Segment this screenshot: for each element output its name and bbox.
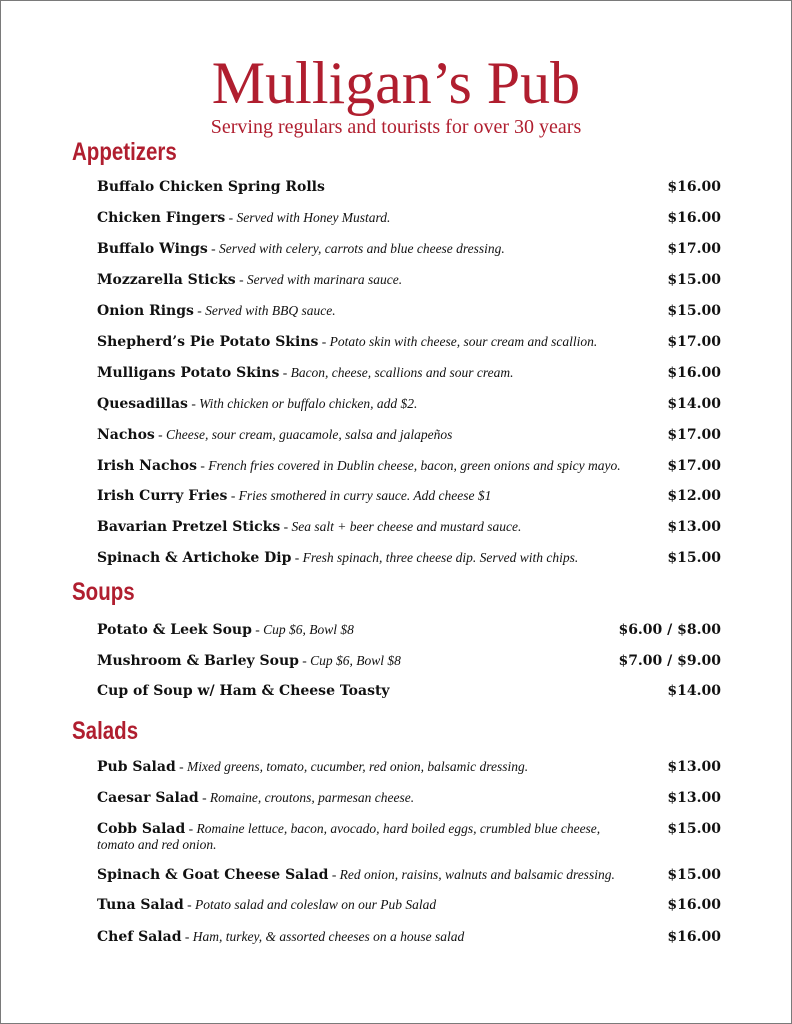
menu-item-text <box>97 683 637 699</box>
menu-item-text <box>97 790 637 806</box>
item-price: $17.00 <box>667 334 721 350</box>
item-description: - Served with celery, carrots and blue cheese dressing. <box>207 241 505 256</box>
menu-item <box>97 303 721 319</box>
item-name: Mulligans Potato Skins <box>97 365 280 381</box>
menu-item-text <box>97 427 637 443</box>
menu-item <box>97 210 721 226</box>
item-description: - Potato skin with cheese, sour cream and scallion. <box>318 334 598 349</box>
section-title-soups: Soups <box>72 578 135 606</box>
menu-item <box>97 821 721 853</box>
item-name: Buffalo Chicken Spring Rolls <box>97 179 325 195</box>
item-price: $6.00 / $8.00 <box>618 622 721 638</box>
item-description: - Served with Honey Mustard. <box>225 210 391 225</box>
item-price: $7.00 / $9.00 <box>618 653 721 669</box>
menu-item-text <box>97 550 637 566</box>
item-description: - Cheese, sour cream, guacamole, salsa and jalapeños <box>154 427 453 442</box>
menu-item <box>97 867 721 883</box>
item-name: Irish Nachos <box>97 458 197 474</box>
item-description: - Cup $6, Bowl $8 <box>251 622 354 637</box>
menu-item-text <box>97 241 637 257</box>
pub-tagline: Serving regulars and tourists for over 30 years <box>210 116 582 138</box>
menu-item <box>97 550 721 566</box>
menu-item <box>97 334 721 350</box>
menu-item-text <box>97 458 637 474</box>
menu-item <box>97 790 721 806</box>
menu-item-text <box>97 179 637 195</box>
menu-item <box>97 653 721 669</box>
item-name: Nachos <box>97 427 155 443</box>
item-price: $15.00 <box>667 303 721 319</box>
item-name: Mushroom & Barley Soup <box>97 653 299 669</box>
menu-item-text <box>97 759 637 775</box>
item-name: Mozzarella Sticks <box>97 272 236 288</box>
item-price: $16.00 <box>667 365 721 381</box>
item-price: $16.00 <box>667 897 721 913</box>
item-description: - Romaine, croutons, parmesan cheese. <box>198 790 415 805</box>
menu-item <box>97 365 721 381</box>
menu-item-text <box>97 272 637 288</box>
menu-item <box>97 759 721 775</box>
menu-item-text <box>97 821 637 853</box>
menu-item <box>97 519 721 535</box>
item-price: $15.00 <box>667 272 721 288</box>
menu-item-text <box>97 396 637 412</box>
item-price: $15.00 <box>667 550 721 566</box>
menu-item-text <box>97 303 637 319</box>
section-title-salads: Salads <box>72 717 139 745</box>
pub-title: Mulligan’s Pub <box>211 50 581 116</box>
item-name: Potato & Leek Soup <box>97 622 252 638</box>
menu-item-text <box>97 365 637 381</box>
item-price: $15.00 <box>667 867 721 883</box>
item-name: Shepherd’s Pie Potato Skins <box>97 334 319 350</box>
item-name: Pub Salad <box>97 759 176 775</box>
item-description: - Fries smothered in curry sauce. Add cheese $1 <box>227 488 492 503</box>
item-description: - Served with marinara sauce. <box>235 272 403 287</box>
menu-item <box>97 458 721 474</box>
item-price: $16.00 <box>667 179 721 195</box>
item-name: Chef Salad <box>97 929 182 945</box>
item-name: Cup of Soup w/ Ham & Cheese Toasty <box>97 683 390 699</box>
item-price: $16.00 <box>667 210 721 226</box>
menu-item <box>97 622 721 638</box>
menu-item-text <box>97 210 637 226</box>
menu-item-text <box>97 867 637 883</box>
item-description: - Bacon, cheese, scallions and sour cream. <box>279 365 514 380</box>
item-description: - French fries covered in Dublin cheese, bacon, green onions and spicy mayo. <box>196 458 621 473</box>
menu-item-text <box>97 519 637 535</box>
item-description: - Sea salt + beer cheese and mustard sauce. <box>280 519 522 534</box>
menu-item-text <box>97 897 637 913</box>
item-name: Irish Curry Fries <box>97 488 228 504</box>
item-description: - Fresh spinach, three cheese dip. Served with chips. <box>291 550 579 565</box>
item-name: Spinach & Artichoke Dip <box>97 550 292 566</box>
menu-item <box>97 179 721 195</box>
item-price: $12.00 <box>667 488 721 504</box>
item-name: Caesar Salad <box>97 790 199 806</box>
item-price: $13.00 <box>667 790 721 806</box>
menu-item <box>97 396 721 412</box>
item-price: $13.00 <box>667 759 721 775</box>
item-name: Tuna Salad <box>97 897 184 913</box>
item-price: $17.00 <box>667 427 721 443</box>
menu-item-text <box>97 622 637 638</box>
menu-item <box>97 427 721 443</box>
item-price: $17.00 <box>667 241 721 257</box>
item-price: $14.00 <box>667 396 721 412</box>
item-name: Buffalo Wings <box>97 241 208 257</box>
menu-item <box>97 241 721 257</box>
menu-item-text <box>97 929 637 945</box>
menu-item-text <box>97 653 637 669</box>
section-title-appetizers: Appetizers <box>72 138 177 166</box>
menu-item-text <box>97 488 637 504</box>
item-description: - Cup $6, Bowl $8 <box>298 653 401 668</box>
menu-item-text <box>97 334 637 350</box>
item-name: Spinach & Goat Cheese Salad <box>97 867 329 883</box>
item-price: $14.00 <box>667 683 721 699</box>
item-name: Bavarian Pretzel Sticks <box>97 519 281 535</box>
item-name: Onion Rings <box>97 303 194 319</box>
menu-item <box>97 683 721 699</box>
item-name: Chicken Fingers <box>97 210 226 226</box>
item-description: - Romaine lettuce, bacon, avocado, hard boiled eggs, crumbled blue cheese, tomato and red onion. <box>97 821 601 852</box>
item-price: $15.00 <box>667 821 721 837</box>
item-description: - Ham, turkey, & assorted cheeses on a house salad <box>181 929 465 944</box>
menu-item <box>97 929 721 945</box>
menu-item <box>97 897 721 913</box>
item-description: - Potato salad and coleslaw on our Pub Salad <box>183 897 437 912</box>
item-price: $16.00 <box>667 929 721 945</box>
menu-item <box>97 272 721 288</box>
item-description: - Mixed greens, tomato, cucumber, red onion, balsamic dressing. <box>175 759 529 774</box>
item-description: - Red onion, raisins, walnuts and balsamic dressing. <box>328 867 615 882</box>
menu-item <box>97 488 721 504</box>
item-description: - With chicken or buffalo chicken, add $2. <box>187 396 418 411</box>
item-name: Cobb Salad <box>97 821 186 837</box>
item-price: $17.00 <box>667 458 721 474</box>
item-price: $13.00 <box>667 519 721 535</box>
item-description: - Served with BBQ sauce. <box>193 303 336 318</box>
item-name: Quesadillas <box>97 396 188 412</box>
